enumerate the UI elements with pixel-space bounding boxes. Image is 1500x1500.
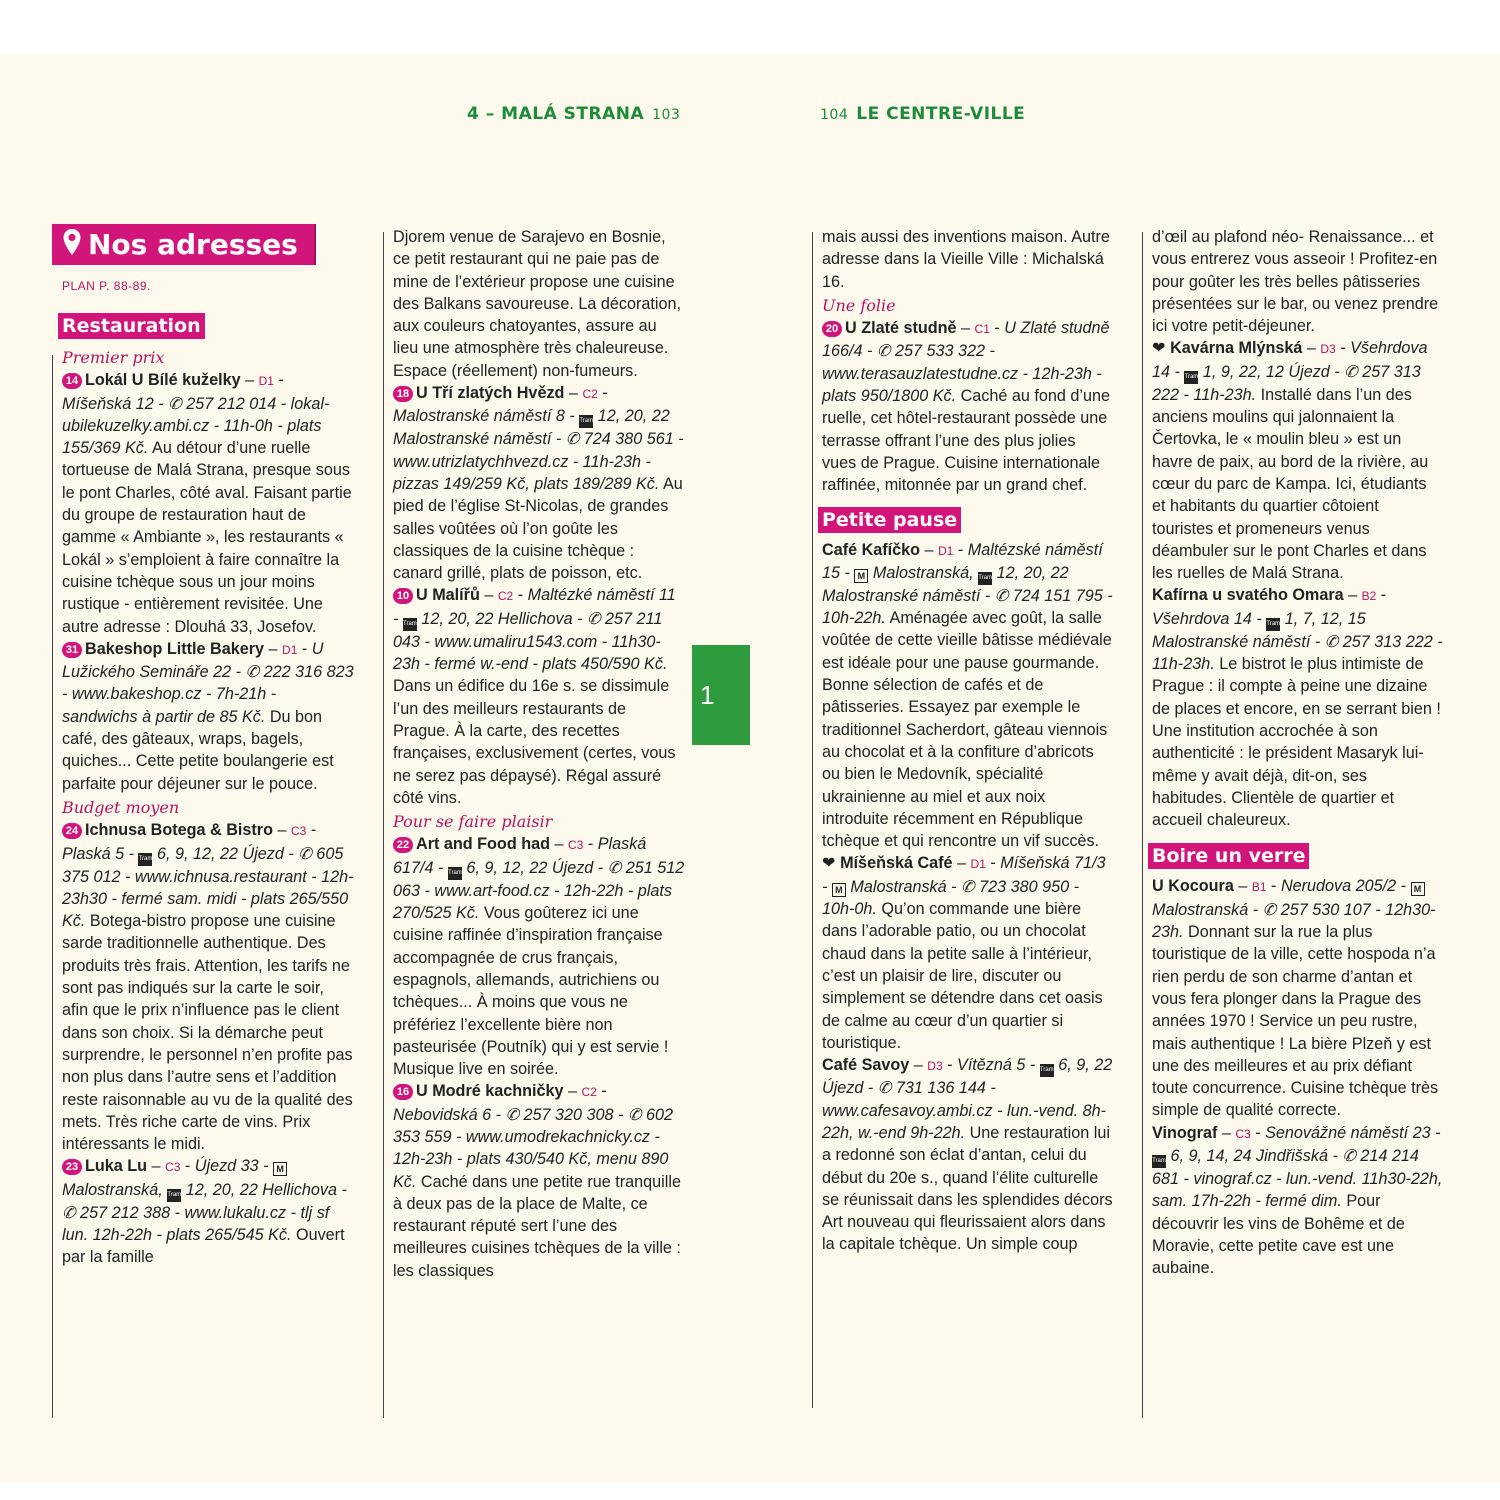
column-rule-4	[1142, 232, 1143, 1418]
map-number-badge: 10	[393, 588, 413, 604]
entry-lokal: 14 Lokál U Bílé kuželky – D1 - Míšeňská 12 - ✆ 257 212 014 - lokal-ubilekuzelky.ambi.cz - 11h-0h - plats 155/369 Kč. Au détour d’une ruelle tortueuse de Malá Strana, presque sous le pont Charles, côté aval. Faisant partie du groupe de restauration haut de gamme « Ambiante », les restaurants « Lokál » s’emploient à faire connaître la cuisine tchèque sous un jour moins rustique - entièrement revisitée. Une autre adresse : Dlouhá 33, Josefov.	[62, 371, 352, 636]
category-une-folie: Une folie	[822, 295, 896, 315]
column-2	[393, 226, 685, 1282]
entry-name: Luka Lu	[85, 1157, 148, 1176]
entry-info: Nerudova 205/2 - M Malostranská - ✆ 257 530 107 - 12h30-23h.	[1152, 877, 1436, 942]
entry-u-modre-kachnicky: 16 U Modré kachničky – C2 - Nebovidská 6 - ✆ 257 320 308 - ✆ 602 353 559 - www.umodrekachnicky.cz - 12h-23h - plats 430/540 Kč, menu 890 Kč. Caché dans une petite rue tranquille à deux pas de la place de Malte, ce restaurant réputé sert l’une des meilleures cuisines tchèques de la ville : les classiques	[393, 1082, 681, 1280]
entry-name: U Zlaté studně	[845, 319, 957, 338]
entry-name: Bakeshop Little Bakery	[85, 639, 265, 658]
entry-name: U Tří zlatých Hvězd	[416, 384, 565, 403]
left-chapter-title: 4 – MALÁ STRANA	[467, 104, 645, 124]
column-4	[1152, 226, 1444, 1279]
entry-text: Donnant sur la rue la plus touristique de la ville, cette hospoda n’a rien perdu de son charme d’antan et vous fera plonger dans la Prague des années 1970 ! Service un peu rustre, mais authentique ! La bière Plzeň y est une des meilleures et au prix défiant toute concurrence. Cuisine tchèque très simple de qualité correcte.	[1152, 923, 1439, 1120]
map-ref: B2	[1361, 589, 1377, 604]
category-pour-se-faire-plaisir: Pour se faire plaisir	[393, 812, 553, 832]
entry-kavarna-mlynska: ❤ Kavárna Mlýnská – D3 - Všehrdova 14 - Tram 1, 9, 22, 12 Újezd - ✆ 257 313 222 - 11h-23h. Installé dans l’un des anciens moulins qui jalonnaient la Čertovka, le « moulin bleu » est un havre de paix, au bord de la rivière, au cœur du parc de Kampa. Ici, étudiants et habitants du quartier côtoient touristes et promeneurs venus déambuler sur le pont Charles et dans les ruelles de Malá Strana.	[1152, 339, 1429, 583]
entry-info: Plaská 5 - Tram 6, 9, 12, 22 Újezd - ✆ 605 375 012 - www.ichnusa.restaurant - 12h-23h30 - fermé sam. midi - plats 265/550 Kč.	[62, 844, 354, 931]
entry-info: Újezd 33 - M Malostranská, Tram 12, 20, 22 Hellichova - ✆ 257 212 388 - www.lukalu.cz - tlj sf lun. 12h-22h - plats 265/545 Kč.	[62, 1157, 347, 1244]
entry-misenska-cafe: ❤ Míšeňská Café – D1 - Míšeňská 71/3 - M Malostranská - ✆ 723 380 950 - 10h-0h. Qu’on commande une bière dans l’adorable patio, ou un chocolat chaud dans la petite salle à l’intérieur, c’est un plaisir de lire, discuter ou simplement se détendre dans cet oasis de calme au cœur d’un quartier si touristique.	[822, 854, 1106, 1052]
entry-cafe-kaficko: Café Kafíčko – D1 - Maltézské náměstí 15 - M Malostranská, Tram 12, 20, 22 Malostranské náměstí - ✆ 724 151 795 - 10h-22h. Aménagée avec goût, la salle voûtée de cette vieille bâtisse médiévale est idéale pour une pause gourmande. Bonne sélection de cafés et de pâtisseries. Essayez par exemple le traditionnel Sacherdort, gâteau viennois au chocolat et à la confiture d’abricots ou bien le Medovník, spécialité ukrainienne au miel et aux noix introduite récemment en République tchèque et qui rencontre un vif succès.	[822, 540, 1113, 851]
tram-icon: Tram	[978, 572, 992, 585]
entry-info: Vítězná 5 - Tram 6, 9, 22 Újezd - ✆ 731 136 144 - www.cafesavoy.ambi.cz - lun.-vend. 8h-22h, w.-end 9h-22h.	[822, 1056, 1113, 1142]
entry-text: Caché dans une petite rue tranquille à deux pas de la place de Malte, ce restaurant réputé sert l’une des meilleures cuisines tchèques de la ville : les classiques	[393, 1172, 681, 1280]
entry-text: Du bon café, des gâteaux, wraps, bagels, quiches... Cette petite boulangerie est parfaite pour déjeuner sur le pouce.	[62, 707, 334, 793]
entry-text: Pour découvrir les vins de Bohême et de Moravie, cette petite cave est une aubaine.	[1152, 1192, 1405, 1278]
entry-u-maliru: 10 U Malířů – C2 - Maltézké náměstí 11 - Tram 12, 20, 22 Hellichova - ✆ 257 211 043 - www.umaliru1543.com - 11h30-23h - fermé w.-end - plats 450/590 Kč. Dans un édifice du 16e s. se dissimule l’un des meilleurs restaurants de Prague. À la carte, des recettes françaises, exclusivement (certes, vous ne serez pas dépaysé). Régal assuré côté vins.	[393, 586, 676, 807]
entry-name: Vinograf	[1152, 1123, 1218, 1142]
map-number-badge: 23	[62, 1159, 82, 1175]
entry-vinograf: Vinograf – C3 - Senovážné náměstí 23 - Tram 6, 9, 14, 24 Jindřišská - ✆ 214 214 681 - vinograf.cz - lun.-vend. 11h30-22h, sam. 17h-22h - fermé dim. Pour découvrir les vins de Bohême et de Moravie, cette petite cave est une aubaine.	[1152, 1123, 1443, 1278]
left-running-header	[467, 104, 688, 124]
entry-name: Ichnusa Botega & Bistro	[85, 821, 273, 840]
tram-icon: Tram	[1266, 618, 1280, 631]
entry-info: Nebovidská 6 - ✆ 257 320 308 - ✆ 602 353 559 - www.umodrekachnicky.cz - 12h-23h - plats 430/540 Kč, menu 890 Kč.	[393, 1105, 674, 1191]
category-budget-moyen: Budget moyen	[62, 797, 180, 817]
entry-info: U Zlaté studně 166/4 - ✆ 257 533 322 - www.terasauzlatestudne.cz - 12h-23h - plats 950/1800 Kč.	[822, 319, 1110, 406]
map-ref: D1	[282, 642, 298, 657]
entry-text: Le bistrot le plus intimiste de Prague : il compte à peine une dizaine de places et encore, en se serrant bien ! Une institution accrochée à son authenticité : le président Masaryk lui-même y avait déjà, dit-on, ses habitudes. Clientèle de quartier et accueil chaleureux.	[1152, 655, 1441, 830]
map-ref: D1	[970, 857, 986, 872]
section-boire-un-verre: Boire un verre	[1148, 843, 1309, 869]
tram-icon: Tram	[1040, 1064, 1054, 1077]
map-ref: C2	[581, 1085, 597, 1100]
entry-info: Všehrdova 14 - Tram 1, 9, 22, 12 Újezd - ✆ 257 313 222 - 11h-23h.	[1152, 339, 1428, 404]
entry-kafirna: Kafírna u svatého Omara – B2 - Všehrdova 14 - Tram 1, 7, 12, 15 Malostranské náměstí - ✆ 257 313 222 - 11h-23h. Le bistrot le plus intimiste de Prague : il compte à peine une dizaine de places et encore, en se serrant bien ! Une institution accrochée à son authenticité : le président Masaryk lui-même y avait déjà, dit-on, ses habitudes. Clientèle de quartier et accueil chaleureux.	[1152, 586, 1443, 830]
map-ref: C3	[290, 824, 307, 839]
tram-icon: Tram	[448, 867, 462, 880]
tram-icon: Tram	[138, 853, 152, 866]
metro-icon: M	[1411, 882, 1425, 896]
section-petite-pause: Petite pause	[818, 507, 961, 533]
entry-text: Au détour d’une ruelle tortueuse de Malá Strana, presque sous le pont Charles, côté aval. Faisant partie du groupe de restauration haut de gamme « Ambiante », les restaurants « Lokál » s’emploient à faire connaître la cuisine tchèque sous un jour moins rustique - entièrement revisitée. Une autre adresse : Dlouhá 33, Josefov.	[62, 439, 352, 636]
map-number-badge: 20	[822, 321, 842, 337]
map-ref: D3	[1320, 342, 1336, 357]
heart-icon: ❤	[822, 854, 836, 873]
right-page-number: 104	[820, 107, 849, 123]
tram-icon: Tram	[1152, 1155, 1166, 1168]
map-ref: B1	[1251, 880, 1267, 895]
chapter-tab: 1	[692, 645, 750, 745]
entry-text: Aménagée avec goût, la salle voûtée de cette vieille bâtisse médiévale est idéale pour une pause gourmande. Bonne sélection de cafés et de pâtisseries. Essayez par exemple le traditionnel Sacherdort, gâteau viennois au chocolat et à la confiture d’abricots ou bien le Medovník, spécialité ukrainienne au miel et aux noix introduite récemment en République tchèque et qui rencontre un vif succès.	[822, 609, 1112, 851]
entry-name: Lokál U Bílé kuželky	[85, 371, 241, 390]
tram-icon: Tram	[403, 618, 417, 631]
category-premier-prix: Premier prix	[62, 348, 165, 367]
entry-name: Café Kafíčko	[822, 540, 921, 559]
entry-name: U Modré kachničky	[416, 1082, 564, 1101]
continued-text: Djorem venue de Sarajevo en Bosnie, ce petit restaurant qui ne paie pas de mine de l’extérieur propose une cuisine des Balkans savoureuse. La décoration, aux couleurs chatoyantes, assure au lieu une atmosphère très chaleureuse. Espace (réellement) non-fumeurs.	[393, 228, 681, 380]
column-rule-1	[52, 355, 53, 1418]
map-number-badge: 31	[62, 642, 82, 658]
continued-text: mais aussi des inventions maison. Autre adresse dans la Vieille Ville : Michalská 16.	[822, 228, 1110, 291]
tram-icon: Tram	[167, 1189, 181, 1202]
entry-text: Dans un édifice du 16e s. se dissimule l’un des meilleurs restaurants de Prague. À la carte, des recettes françaises, exclusivement (certes, vous ne serez pas dépaysé). Régal assuré côté vins.	[393, 677, 676, 807]
entry-u-zlate-studne: 20 U Zlaté studně – C1 - U Zlaté studně 166/4 - ✆ 257 533 322 - www.terasauzlatestudne.cz - 12h-23h - plats 950/1800 Kč. Caché au fond d’une ruelle, cet hôtel-restaurant possède une terrasse offrant l’une des plus jolies vues de Prague. Cuisine internationale raffinée, mitonnée par un grand chef.	[822, 319, 1110, 495]
map-number-badge: 16	[393, 1084, 413, 1100]
entry-info: Malostranské náměstí 8 - Tram 12, 20, 22 Malostranské náměstí - ✆ 724 380 561 - www.utrizlatychhvezd.cz - 11h-23h - pizzas 149/259 Kč, plats 189/289 Kč.	[393, 407, 684, 493]
entry-info: U Lužického Semináře 22 - ✆ 222 316 823 - www.bakeshop.cz - 7h-21h - sandwichs à partir de 85 Kč.	[62, 639, 354, 726]
map-ref: C2	[497, 589, 514, 604]
entry-text: Vous goûterez ici une cuisine raffinée d’inspiration française accompagnée de crus français, espagnols, allemands, autrichiens ou tchèques... À moins que vous ne préfériez l’excellente bière non pasteurisée (Poutník) qui y est servie ! Musique live en soirée.	[393, 904, 669, 1079]
map-number-badge: 18	[393, 386, 413, 402]
entry-name: Kafírna u svatého Omara	[1152, 586, 1344, 605]
entry-cafe-savoy: Café Savoy – D3 - Vítězná 5 - Tram 6, 9, 22 Újezd - ✆ 731 136 144 - www.cafesavoy.ambi.cz - lun.-vend. 8h-22h, w.-end 9h-22h. Une restauration lui a redonné son éclat d’antan, celui du début du 20e s., quand l’élite culturelle se réunissait dans les splendides décors Art nouveau qui fleurissaient alors dans la capitale tchèque. Un simple coup	[822, 1056, 1113, 1254]
section-restauration: Restauration	[58, 313, 205, 339]
plan-reference: PLAN P. 88-89.	[62, 279, 151, 293]
entry-info: Všehrdova 14 - Tram 1, 7, 12, 15 Malostranské náměstí - ✆ 257 313 222 - 11h-23h.	[1152, 609, 1443, 674]
map-number-badge: 14	[62, 373, 82, 389]
entry-name: Café Savoy	[822, 1056, 910, 1075]
tram-icon: Tram	[1184, 371, 1198, 384]
column-3	[822, 226, 1114, 1256]
entry-name: U Malířů	[416, 586, 480, 605]
map-ref: D1	[938, 543, 954, 558]
map-ref: D3	[927, 1059, 943, 1074]
entry-luka-lu: 23 Luka Lu – C3 - Újezd 33 - M Malostranská, Tram 12, 20, 22 Hellichova - ✆ 257 212 388 - www.lukalu.cz - tlj sf lun. 12h-22h - plats 265/545 Kč. Ouvert par la famille	[62, 1157, 347, 1267]
entry-text: Ouvert par la famille	[62, 1225, 345, 1267]
nos-adresses-title	[52, 224, 316, 265]
location-pin-icon	[62, 226, 82, 267]
entry-text: Botega-bistro propose une cuisine sarde traditionnelle authentique. Des produits très frais. Attention, les tarifs ne sont pas indiqués sur la carte le soir, afin que le prix n’influence pas le client dans son choix. Si la démarche peut surprendre, le personnel n’en profite pas non plus dans l’autre sens et l’addition reste raisonnable au vu de la qualité des mets. Très riche carte de vins. Prix intéressants le midi.	[62, 912, 353, 1154]
map-number-badge: 24	[62, 823, 82, 839]
map-ref: C2	[582, 387, 598, 402]
entry-info: Míšeňská 12 - ✆ 257 212 014 - lokal-ubilekuzelky.ambi.cz - 11h-0h - plats 155/369 Kč.	[62, 394, 330, 458]
column-1	[62, 313, 354, 1269]
map-number-badge: 22	[393, 837, 413, 853]
left-page-number: 103	[652, 107, 681, 123]
entry-info: Míšeňská 71/3 - M Malostranská - ✆ 723 380 950 - 10h-0h.	[822, 854, 1106, 919]
entry-text: Caché au fond d’une ruelle, cet hôtel-restaurant possède une terrasse offrant l’une des plus jolies vues de Prague. Cuisine internationale raffinée, mitonnée par un grand chef.	[822, 387, 1110, 495]
entry-name: U Kocoura	[1152, 877, 1234, 896]
tram-icon: Tram	[579, 415, 593, 428]
heart-icon: ❤	[1152, 339, 1166, 358]
column-rule-2	[383, 232, 384, 1418]
map-ref: C1	[974, 322, 990, 337]
entry-info: Maltézké náměstí 11 - Tram 12, 20, 22 Hellichova - ✆ 257 211 043 - www.umaliru1543.com - 11h30-23h - fermé w.-end - plats 450/590 Kč.	[393, 586, 676, 674]
entry-name: Art and Food had	[416, 835, 550, 854]
entry-ichnusa: 24 Ichnusa Botega & Bistro – C3 - Plaská 5 - Tram 6, 9, 12, 22 Újezd - ✆ 605 375 012 - www.ichnusa.restaurant - 12h-23h30 - fermé sam. midi - plats 265/550 Kč. Botega-bistro propose une cuisine sarde traditionnelle authentique. Des produits très frais. Attention, les tarifs ne sont pas indiqués sur la carte le soir, afin que le prix n’influence pas le client dans son choix. Si la démarche peut surprendre, le personnel n’en profite pas non plus dans l’autre sens et l’addition reste raisonnable au vu de la qualité des mets. Très riche carte de vins. Prix intéressants le midi.	[62, 821, 354, 1154]
entry-text: Installé dans l’un des anciens moulins qui jalonnaient la Čertovka, le « moulin bleu » est un havre de paix, au bord de la rivière, au cœur du parc de Kampa. Ici, étudiants et habitants du quartier côtoient touristes et promeneurs venus déambuler sur le pont Charles et dans les ruelles de Malá Strana.	[1152, 385, 1429, 583]
entry-bakeshop: 31 Bakeshop Little Bakery – D1 - U Lužického Semináře 22 - ✆ 222 316 823 - www.bakeshop.cz - 7h-21h - sandwichs à partir de 85 Kč. Du bon café, des gâteaux, wraps, bagels, quiches... Cette petite boulangerie est parfaite pour déjeuner sur le pouce.	[62, 639, 354, 793]
title-text: Nos adresses	[88, 228, 298, 261]
right-chapter-title: LE CENTRE-VILLE	[856, 104, 1026, 124]
map-ref: C3	[165, 1160, 181, 1175]
entry-text: Qu’on commande une bière dans l’adorable patio, ou un chocolat chaud dans la petite salle à l’intérieur, c’est un plaisir de lire, discuter ou simplement se détendre dans cet oasis de calme au cœur d’un quartier si touristique.	[822, 900, 1103, 1052]
entry-tri-zlatych-hvezd: 18 U Tří zlatých Hvězd – C2 - Malostranské náměstí 8 - Tram 12, 20, 22 Malostranské náměstí - ✆ 724 380 561 - www.utrizlatychhvezd.cz - 11h-23h - pizzas 149/259 Kč, plats 189/289 Kč. Au pied de l’église St-Nicolas, de grandes salles voûtées où l’on goûte les classiques de la cuisine tchèque : canard grillé, plats de poisson, etc.	[393, 384, 684, 583]
entry-info: Plaská 617/4 - Tram 6, 9, 12, 22 Újezd - ✆ 251 512 063 - www.art-food.cz - 12h-22h - plats 270/525 Kč.	[393, 835, 685, 923]
entry-name: Kavárna Mlýnská	[1170, 339, 1303, 358]
entry-info: Maltézské náměstí 15 - M Malostranská, Tram 12, 20, 22 Malostranské náměstí - ✆ 724 151 795 - 10h-22h.	[822, 540, 1113, 628]
metro-icon: M	[854, 569, 868, 583]
entry-info: Senovážné náměstí 23 - Tram 6, 9, 14, 24 Jindřišská - ✆ 214 214 681 - vinograf.cz - lun.-vend. 11h30-22h, sam. 17h-22h - fermé dim.	[1152, 1123, 1443, 1211]
metro-icon: M	[832, 883, 846, 897]
map-ref: C3	[1235, 1126, 1251, 1141]
entry-text: Une restauration lui a redonné son éclat d’antan, celui du début du 20e s., quand l’élite culturelle se réunissait dans les splendides décors Art nouveau qui fleurissaient alors dans la capitale tchèque. Un simple coup	[822, 1123, 1113, 1254]
right-running-header	[812, 104, 1025, 124]
column-rule-3	[812, 232, 813, 1408]
entry-text: Au pied de l’église St-Nicolas, de grandes salles voûtées où l’on goûte les classiques de la cuisine tchèque : canard grillé, plats de poisson, etc.	[393, 474, 683, 583]
map-ref: D1	[258, 374, 274, 389]
metro-icon: M	[273, 1162, 287, 1176]
entry-u-kocoura: U Kocoura – B1 - Nerudova 205/2 - M Malostranská - ✆ 257 530 107 - 12h30-23h. Donnant sur la rue la plus touristique de la ville, cette hospoda n’a rien perdu de son charme d’antan et vous fera plonger dans la Prague des années 1970 ! Service un peu rustre, mais authentique ! La bière Plzeň y est une des meilleures et au prix défiant toute concurrence. Cuisine tchèque très simple de qualité correcte.	[1152, 877, 1439, 1120]
map-ref: C3	[567, 838, 584, 853]
continued-text: d’œil au plafond néo- Renaissance... et vous entrerez vous asseoir ! Profitez-en pour goûter les très belles pâtisseries présentées sur le bar, ou venez prendre ici votre petit-déjeuner.	[1152, 228, 1439, 336]
entry-name: Míšeňská Café	[840, 854, 953, 873]
entry-art-and-food: 22 Art and Food had – C3 - Plaská 617/4 - Tram 6, 9, 12, 22 Újezd - ✆ 251 512 063 - www.art-food.cz - 12h-22h - plats 270/525 Kč. Vous goûterez ici une cuisine raffinée d’inspiration française accompagnée de crus français, espagnols, allemands, autrichiens ou tchèques... À moins que vous ne préfériez l’excellente bière non pasteurisée (Poutník) qui y est servie ! Musique live en soirée.	[393, 835, 685, 1079]
